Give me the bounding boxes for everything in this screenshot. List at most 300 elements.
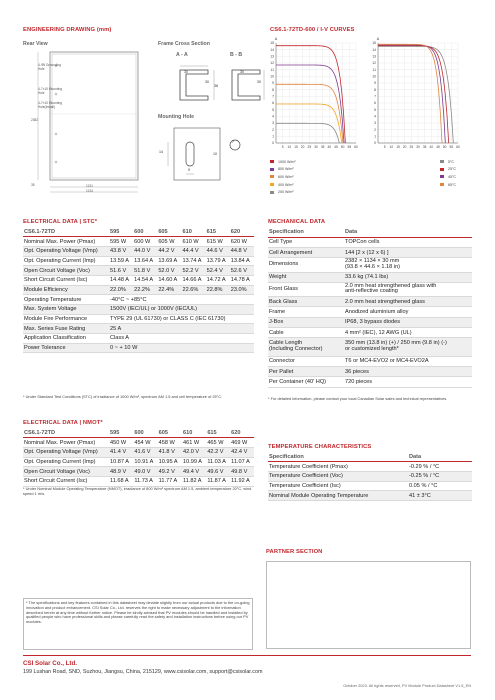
table-cell: 11.87 A bbox=[206, 476, 230, 486]
header-cell: 615 bbox=[206, 428, 230, 438]
table-cell: 41.4 V bbox=[109, 447, 133, 457]
cell-line: Cable Length bbox=[269, 340, 303, 347]
copyright-text: October 2023. All rights reserved, PV Module Product Datasheet V1.5_EN bbox=[343, 683, 471, 688]
x-tick-label: 15 bbox=[294, 145, 298, 149]
mounting-hole-b-dim: 10 bbox=[213, 152, 217, 156]
y-tick-label: 14 bbox=[372, 47, 376, 52]
y-tick-label: 6 bbox=[374, 101, 376, 106]
table-cell: 0 ~ + 10 W bbox=[109, 343, 254, 353]
disclaimer-text: * The specifications and key features contained in this datasheet may deviate slightly from our actual products due to the on-going innovation and product enhancement. CSI Solar Co., Ltd. reserves the right to make necessary adjustment to the information described herein at any time without further notice. Please be kindly advised that PV modules should be handled and installed by qualified people who have professional skills and please carefully read the safety and installation instructions before using our PV modules. bbox=[26, 600, 250, 625]
table-cell: Back Glass bbox=[268, 297, 344, 307]
table-cell: Open Circuit Voltage (Voc) bbox=[23, 266, 109, 276]
table-cell: 22.8% bbox=[206, 285, 230, 295]
table-row bbox=[268, 248, 472, 258]
table-cell: -40°C ~ +85°C bbox=[109, 295, 254, 305]
table-cell: 41 ± 3°C bbox=[408, 491, 472, 501]
table-row bbox=[23, 314, 254, 324]
table-cell: 44.0 V bbox=[133, 246, 157, 256]
table-cell: 13.69 A bbox=[157, 256, 181, 266]
table-cell: 600 W bbox=[133, 237, 157, 247]
legend-label: 1000 W/m² bbox=[278, 159, 296, 164]
table-cell: 11.73 A bbox=[133, 476, 157, 486]
x-tick-label: 25 bbox=[409, 145, 414, 149]
table-cell: 52.6 V bbox=[230, 266, 254, 276]
header-cell: CS6.1-72TD bbox=[23, 227, 109, 237]
section-a-width-dim: 30 bbox=[184, 70, 188, 74]
x-tick-label: 60 bbox=[456, 145, 460, 149]
table-cell: 14.54 A bbox=[133, 275, 157, 285]
x-tick-label: 40 bbox=[327, 145, 332, 149]
elec-stc-note: * Under Standard Test Conditions (STC) of irradiance of 1000 W/m², spectrum AM 1.5 and cell temperature of 25°C. bbox=[23, 394, 223, 399]
table-cell: Anodized aluminium alloy bbox=[344, 307, 472, 317]
y-tick-label: 1 bbox=[272, 134, 274, 139]
legend-swatch bbox=[440, 183, 444, 186]
y-tick-label: 2 bbox=[272, 127, 274, 132]
table-cell: 51.6 V bbox=[109, 266, 133, 276]
header-cell: CS6.1-72TD bbox=[23, 428, 109, 438]
table-cell: 465 W bbox=[206, 438, 230, 448]
partner-title: PARTNER SECTION bbox=[266, 549, 323, 555]
iv-chart-irradiance bbox=[266, 33, 369, 158]
mech-title: MECHANICAL DATA bbox=[268, 219, 326, 225]
table-cell: Short Circuit Current (Isc) bbox=[23, 476, 109, 486]
table-cell: 44.2 V bbox=[157, 246, 181, 256]
table-cell: Cell Arrangement bbox=[268, 248, 344, 258]
table-cell: 144 [2 x (12 x 6) ] bbox=[344, 248, 472, 258]
table-cell: 11.77 A bbox=[158, 476, 182, 486]
table-row bbox=[23, 305, 254, 315]
table-cell: 11.03 A bbox=[206, 457, 230, 467]
table-cell: 49.8 V bbox=[230, 467, 254, 477]
y-tick-label: 15 bbox=[270, 41, 274, 46]
elec-stc-table bbox=[23, 227, 254, 353]
table-cell: 610 W bbox=[181, 237, 205, 247]
company-address: 199 Lushan Road, SND, Suzhou, Jiangsu, China, 215129, www.csisolar.com, support@csisolar.com bbox=[23, 669, 263, 675]
table-cell bbox=[344, 338, 472, 357]
x-tick-label: 40 bbox=[429, 145, 434, 149]
y-tick-label: 14 bbox=[270, 47, 274, 52]
section-b-height-dim: 30 bbox=[257, 80, 261, 84]
y-tick-label: 8 bbox=[272, 87, 274, 92]
table-cell: -0.25 % / °C bbox=[408, 471, 472, 481]
mounting-hole-c-dim: 9 bbox=[188, 168, 190, 172]
table-cell: 14.48 A bbox=[109, 275, 133, 285]
y-tick-label: 3 bbox=[272, 121, 274, 126]
table-cell: 13.79 A bbox=[206, 256, 230, 266]
x-tick-label: 45 bbox=[436, 145, 440, 149]
x-tick-label: 25 bbox=[307, 145, 312, 149]
iv-series-line bbox=[276, 123, 339, 143]
legend-swatch bbox=[440, 160, 444, 163]
table-cell bbox=[268, 282, 344, 296]
table-cell: Application Classification bbox=[23, 334, 109, 344]
partner-box bbox=[266, 561, 471, 649]
x-tick-label: 60 bbox=[354, 145, 358, 149]
iv-series-line bbox=[378, 44, 442, 143]
legend-label: 800 W/m² bbox=[278, 167, 294, 172]
legend-item bbox=[440, 166, 470, 174]
x-tick-label: 55 bbox=[347, 145, 352, 149]
cell-line: 2.0 mm heat strengthened glass with bbox=[345, 282, 437, 289]
header-cell: 600 bbox=[133, 428, 157, 438]
legend-item bbox=[270, 173, 360, 181]
y-tick-label: 8 bbox=[374, 87, 376, 92]
table-cell: TYPE 29 (UL 61730) or CLASS C (IEC 61730) bbox=[109, 314, 254, 324]
x-tick-label: 30 bbox=[314, 145, 318, 149]
frame-section-b bbox=[226, 62, 266, 106]
x-tick-label: 45 bbox=[334, 145, 338, 149]
table-cell: 10.87 A bbox=[109, 457, 133, 467]
table-row bbox=[23, 275, 254, 285]
table-cell: 49.4 V bbox=[182, 467, 206, 477]
table-cell: J-Box bbox=[268, 317, 344, 327]
x-tick-label: 5 bbox=[281, 145, 284, 149]
engineering-drawing-title: ENGINEERING DRAWING (mm) bbox=[23, 27, 112, 33]
table-cell: Max. System Voltage bbox=[23, 305, 109, 315]
table-row bbox=[268, 317, 472, 327]
table-cell: 720 pieces bbox=[344, 377, 472, 387]
rear-view-label: Rear View bbox=[23, 41, 48, 47]
table-cell: 595 W bbox=[109, 237, 133, 247]
table-row bbox=[268, 327, 472, 337]
table-row bbox=[23, 285, 254, 295]
table-cell: Opt. Operating Current (Imp) bbox=[23, 457, 109, 467]
legend-swatch bbox=[270, 175, 274, 178]
header-cell: Data bbox=[408, 452, 472, 462]
table-cell: 22.6% bbox=[181, 285, 205, 295]
table-cell: 13.64 A bbox=[133, 256, 157, 266]
table-cell: 13.74 A bbox=[181, 256, 205, 266]
table-row bbox=[23, 246, 254, 256]
table-cell: TOPCon cells bbox=[344, 237, 472, 247]
table-cell: T6 or MC4-EVO2 or MC4-EVO2A bbox=[344, 356, 472, 366]
mounting-hole-length-dim: 14 bbox=[159, 150, 163, 154]
header-cell: Specification bbox=[268, 227, 344, 237]
table-cell: 2.0 mm heat strengthened glass bbox=[344, 297, 472, 307]
header-cell: Data bbox=[344, 227, 472, 237]
table-cell: Nominal Max. Power (Pmax) bbox=[23, 237, 109, 247]
table-cell: IP68, 3 bypass diodes bbox=[344, 317, 472, 327]
legend-swatch bbox=[270, 191, 274, 194]
table-row bbox=[23, 266, 254, 276]
table-cell: Opt. Operating Current (Imp) bbox=[23, 256, 109, 266]
x-tick-label: 10 bbox=[389, 145, 394, 149]
y-tick-label: 15 bbox=[372, 41, 376, 46]
table-row bbox=[268, 272, 472, 282]
table-cell: 42.0 V bbox=[182, 447, 206, 457]
y-tick-label: 9 bbox=[272, 81, 274, 86]
section-a-height-dim: 30 bbox=[205, 80, 209, 84]
table-cell: 41.6 V bbox=[133, 447, 157, 457]
table-cell: 469 W bbox=[230, 438, 254, 448]
legend-item bbox=[440, 158, 470, 166]
elec-nmot-note: * Under Nominal Module Operating Temperature (NMOT), irradiance of 800 W/m² spectrum AM 1.5, ambient temperature 20°C, wind speed 1 m/s. bbox=[23, 486, 252, 496]
iv-curves-title: CS6.1-72TD-600 / I-V CURVES bbox=[270, 27, 355, 33]
y-tick-label: 10 bbox=[372, 74, 376, 79]
table-cell: 0.05 % / °C bbox=[408, 481, 472, 491]
table-cell: Connector bbox=[268, 356, 344, 366]
y-tick-label: 4 bbox=[374, 114, 376, 119]
table-cell bbox=[268, 338, 344, 357]
y-tick-label: 7 bbox=[374, 94, 376, 99]
header-cell: 605 bbox=[158, 428, 182, 438]
table-row bbox=[268, 258, 472, 272]
y-tick-label: 3 bbox=[374, 121, 376, 126]
table-row bbox=[268, 356, 472, 366]
table-cell: Opt. Operating Voltage (Vmp) bbox=[23, 246, 109, 256]
table-cell: Opt. Operating Voltage (Vmp) bbox=[23, 447, 109, 457]
table-row bbox=[268, 462, 472, 472]
panel-width-outer-dim: 1134 bbox=[86, 189, 93, 193]
y-tick-label: 5 bbox=[374, 107, 376, 112]
mech-note: * For detailed information, please contact your local Canadian Solar sales and technical representatives. bbox=[268, 396, 448, 401]
y-unit-label: A bbox=[274, 37, 278, 41]
table-cell: 52.4 V bbox=[206, 266, 230, 276]
table-cell: 11.68 A bbox=[109, 476, 133, 486]
table-cell: Cell Type bbox=[268, 237, 344, 247]
table-row bbox=[23, 476, 254, 486]
table-cell: Cable bbox=[268, 327, 344, 337]
legend-item bbox=[270, 166, 360, 174]
table-cell: Per Pallet bbox=[268, 367, 344, 377]
legend-swatch bbox=[270, 160, 274, 163]
table-cell: 22.0% bbox=[109, 285, 133, 295]
mounting-hole-d-dim: 7 bbox=[232, 140, 234, 144]
header-cell: Specification bbox=[268, 452, 408, 462]
table-row bbox=[268, 237, 472, 247]
table-row bbox=[23, 237, 254, 247]
table-cell: Nominal Module Operating Temperature bbox=[268, 491, 408, 501]
temp-title: TEMPERATURE CHARACTERISTICS bbox=[268, 444, 372, 450]
table-cell: Per Container (40' HQ) bbox=[268, 377, 344, 387]
header-cell: 605 bbox=[157, 227, 181, 237]
mounting-hole-note: 4-7×10 Mounting Hole bbox=[38, 87, 63, 95]
table-cell: 52.2 V bbox=[181, 266, 205, 276]
y-tick-label: 4 bbox=[272, 114, 274, 119]
section-a-height2-dim: 38 bbox=[214, 84, 218, 88]
table-cell: 42.2 V bbox=[206, 447, 230, 457]
cell-line: Dimensions bbox=[269, 261, 299, 268]
header-cell: 610 bbox=[182, 428, 206, 438]
company-name: CSI Solar Co., Ltd. bbox=[23, 660, 77, 667]
y-tick-label: 2 bbox=[374, 127, 376, 132]
table-cell: 461 W bbox=[182, 438, 206, 448]
header-cell: 595 bbox=[109, 428, 133, 438]
table-cell: 450 W bbox=[109, 438, 133, 448]
table-cell: 14.66 A bbox=[181, 275, 205, 285]
header-cell: 600 bbox=[133, 227, 157, 237]
cell-line: or customized length* bbox=[345, 346, 399, 352]
mounting-hole-label: Mounting Hole bbox=[158, 114, 195, 120]
table-row bbox=[268, 377, 472, 387]
mounting-hole-install-note: 4-7×10 Mounting Hole(Install) bbox=[38, 101, 63, 109]
legend-swatch bbox=[270, 183, 274, 186]
legend-item bbox=[270, 158, 360, 166]
table-row bbox=[268, 491, 472, 501]
table-row bbox=[23, 256, 254, 266]
table-row bbox=[23, 447, 254, 457]
legend-label: 65°C bbox=[448, 182, 457, 187]
x-tick-label: 20 bbox=[402, 145, 407, 149]
table-row bbox=[268, 297, 472, 307]
y-tick-label: 11 bbox=[372, 67, 376, 72]
table-cell: 43.8 V bbox=[109, 246, 133, 256]
table-row bbox=[23, 457, 254, 467]
table-row bbox=[268, 338, 472, 357]
cell-line: 2382 × 1134 × 30 mm bbox=[345, 258, 400, 265]
legend-item bbox=[270, 181, 360, 189]
y-tick-label: 11 bbox=[270, 67, 274, 72]
table-row bbox=[23, 467, 254, 477]
table-cell bbox=[268, 258, 344, 272]
panel-height-dim: 2382 bbox=[31, 118, 39, 122]
table-row bbox=[268, 367, 472, 377]
table-row bbox=[23, 324, 254, 334]
legend-label: 25°C bbox=[448, 167, 457, 172]
table-cell: 49.0 V bbox=[133, 467, 157, 477]
cell-line: (Including Connector) bbox=[269, 346, 323, 352]
table-cell: Frame bbox=[268, 307, 344, 317]
legend-label: 5°C bbox=[448, 159, 455, 164]
cell-line: Front Glass bbox=[269, 285, 298, 292]
table-cell: 14.72 A bbox=[206, 275, 230, 285]
table-cell bbox=[344, 282, 472, 296]
x-tick-label: 15 bbox=[396, 145, 400, 149]
table-cell: 4 mm² (IEC), 12 AWG (UL) bbox=[344, 327, 472, 337]
table-cell: 42.4 V bbox=[230, 447, 254, 457]
table-cell: 44.8 V bbox=[230, 246, 254, 256]
cell-line: (93.8 × 44.6 × 1.18 in) bbox=[345, 263, 401, 270]
legend-label: 45°C bbox=[448, 174, 457, 179]
x-tick-label: 50 bbox=[442, 145, 447, 149]
legend-swatch bbox=[440, 168, 444, 171]
y-tick-label: 6 bbox=[272, 101, 274, 106]
y-tick-label: 0 bbox=[272, 141, 274, 146]
x-tick-label: 20 bbox=[300, 145, 305, 149]
table-cell: Nominal Max. Power (Pmax) bbox=[23, 438, 109, 448]
table-cell: -0.29 % / °C bbox=[408, 462, 472, 472]
table-cell: Module Efficiency bbox=[23, 285, 109, 295]
header-cell: 620 bbox=[230, 227, 254, 237]
table-cell: 454 W bbox=[133, 438, 157, 448]
table-cell: 36 pieces bbox=[344, 367, 472, 377]
x-tick-label: 55 bbox=[449, 145, 454, 149]
table-cell: Operating Temperature bbox=[23, 295, 109, 305]
table-cell: Class A bbox=[109, 334, 254, 344]
table-cell: 13.59 A bbox=[109, 256, 133, 266]
edge-dim: 35 bbox=[31, 183, 35, 187]
table-cell: Temperature Coefficient (Isc) bbox=[268, 481, 408, 491]
legend-item bbox=[270, 188, 360, 196]
table-row bbox=[268, 481, 472, 491]
table-row bbox=[23, 295, 254, 305]
table-cell: 605 W bbox=[157, 237, 181, 247]
iv-chart-temperature bbox=[368, 33, 471, 158]
table-cell: 11.07 A bbox=[230, 457, 254, 467]
elec-nmot-title: ELECTRICAL DATA | NMOT* bbox=[23, 420, 103, 426]
legend-swatch bbox=[440, 175, 444, 178]
x-tick-label: 35 bbox=[320, 145, 325, 149]
table-cell: Weight bbox=[268, 272, 344, 282]
y-tick-label: 13 bbox=[372, 54, 376, 59]
y-tick-label: 12 bbox=[372, 61, 376, 66]
y-tick-label: 10 bbox=[270, 74, 274, 79]
legend-item bbox=[440, 173, 470, 181]
table-row bbox=[268, 471, 472, 481]
y-tick-label: 5 bbox=[272, 107, 274, 112]
table-row bbox=[23, 438, 254, 448]
x-tick-label: 5 bbox=[383, 145, 386, 149]
table-cell: 25 A bbox=[109, 324, 254, 334]
header-cell: 615 bbox=[206, 227, 230, 237]
mech-table bbox=[268, 227, 472, 388]
table-cell: 13.84 A bbox=[230, 256, 254, 266]
table-cell: Temperature Coefficient (Voc) bbox=[268, 471, 408, 481]
x-tick-label: 30 bbox=[416, 145, 420, 149]
table-cell: 23.0% bbox=[230, 285, 254, 295]
grounding-hole-note: 4-Φ5 Grounding Hole bbox=[38, 63, 61, 71]
irradiance-legend bbox=[270, 158, 360, 196]
table-cell: Power Tolerance bbox=[23, 343, 109, 353]
x-tick-label: 50 bbox=[340, 145, 345, 149]
table-cell: Temperature Coefficient (Pmax) bbox=[268, 462, 408, 472]
table-cell bbox=[344, 258, 472, 272]
table-cell: 22.4% bbox=[157, 285, 181, 295]
table-row bbox=[268, 307, 472, 317]
table-cell: Max. Series Fuse Rating bbox=[23, 324, 109, 334]
table-row bbox=[23, 334, 254, 344]
legend-item bbox=[440, 181, 470, 189]
table-cell: 1500V (IEC/UL) or 1000V (IEC/UL) bbox=[109, 305, 254, 315]
table-cell: 10.95 A bbox=[158, 457, 182, 467]
table-cell: 620 W bbox=[230, 237, 254, 247]
panel-width-dim: 1131 bbox=[86, 184, 93, 188]
footer-divider bbox=[23, 655, 471, 656]
table-cell: 615 W bbox=[206, 237, 230, 247]
table-cell: Module Fire Performance bbox=[23, 314, 109, 324]
table-cell: 14.78 A bbox=[230, 275, 254, 285]
section-a-label: A - A bbox=[176, 52, 188, 58]
temperature-legend bbox=[440, 158, 470, 188]
table-cell: 51.8 V bbox=[133, 266, 157, 276]
x-tick-label: 35 bbox=[422, 145, 427, 149]
y-unit-label: A bbox=[376, 37, 380, 41]
table-cell: 52.0 V bbox=[157, 266, 181, 276]
cell-line: 350 mm (13.8 in) (+) / 250 mm (9.8 in) (-) bbox=[345, 340, 447, 347]
elec-stc-title: ELECTRICAL DATA | STC* bbox=[23, 219, 98, 225]
table-cell: 10.99 A bbox=[182, 457, 206, 467]
table-cell: Open Circuit Voltage (Voc) bbox=[23, 467, 109, 477]
legend-label: 600 W/m² bbox=[278, 174, 294, 179]
section-b-label: B - B bbox=[230, 52, 243, 58]
mounting-hole-drawing bbox=[158, 124, 258, 186]
temp-table bbox=[268, 452, 472, 501]
legend-label: 200 W/m² bbox=[278, 190, 294, 195]
y-tick-label: 9 bbox=[374, 81, 376, 86]
header-cell: 595 bbox=[109, 227, 133, 237]
y-tick-label: 0 bbox=[374, 141, 376, 146]
table-cell: 10.91 A bbox=[133, 457, 157, 467]
elec-nmot-table bbox=[23, 428, 254, 487]
y-tick-label: 12 bbox=[270, 61, 274, 66]
table-row bbox=[23, 343, 254, 353]
x-tick-label: 10 bbox=[287, 145, 292, 149]
y-tick-label: 13 bbox=[270, 54, 274, 59]
table-cell: 11.92 A bbox=[230, 476, 254, 486]
table-cell: Short Circuit Current (Isc) bbox=[23, 275, 109, 285]
cell-line: anti-reflective coating bbox=[345, 288, 398, 295]
section-b-width-dim: 30 bbox=[240, 70, 244, 74]
